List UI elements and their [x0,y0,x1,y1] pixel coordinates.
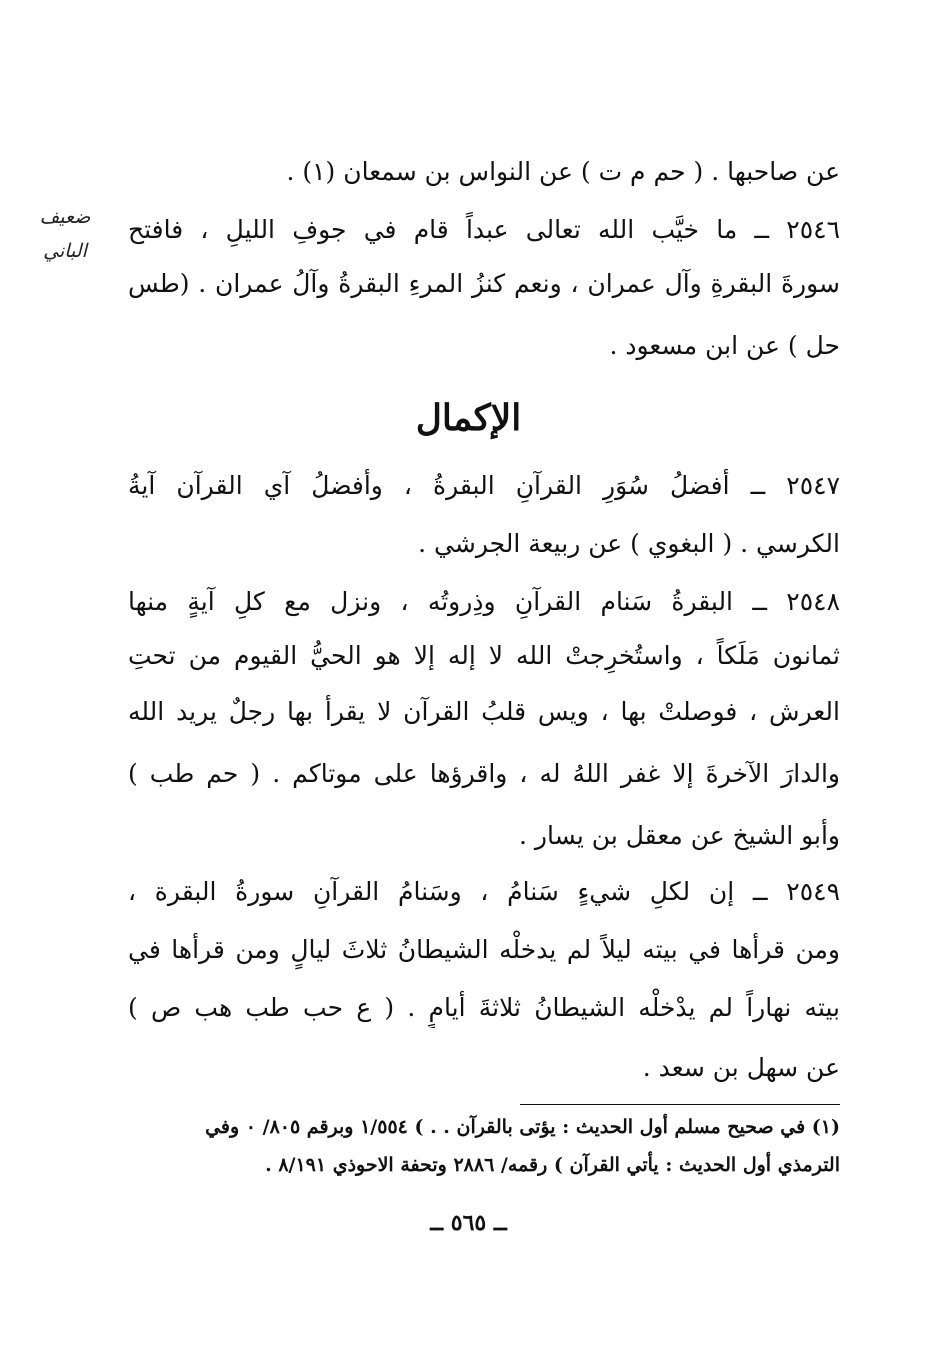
text-line: وأبو الشيخ عن معقل بن يسار . [519,821,840,850]
text-line: العرش ، فوصلتْ بها ، ويس قلبُ القرآن لا يقرأ بها رجلٌ يريد الله [128,697,840,726]
text-line: ٢٥٤٨ ــ البقرةُ سَنام القرآنِ وذِروتُه ، ونزل مع كلِ آيةٍ منها [128,587,840,616]
text-line: ٢٥٤٦ ــ ما خيَّب الله تعالى عبداً قام في جوفِ الليلِ ، فافتح [128,215,840,244]
text-line: عن سهل بن سعد . [642,1053,840,1082]
text-line: والدارَ الآخرةَ إلا غفر اللهُ له ، واقرؤها على موتاكم . ( حم طب ) [128,759,840,788]
footnote-separator [520,1104,840,1105]
handwritten-margin-note [20,200,110,268]
margin-note-line: الباني [43,240,87,262]
text-line: سورةَ البقرةِ وآل عمران ، ونعم كنزُ المرءِ البقرةُ وآلُ عمران . (طس [128,269,840,298]
page-number: ــ ٥٦٥ ــ [430,1210,507,1236]
text-line: الكرسي . ( البغوي ) عن ربيعة الجرشي . [418,529,840,558]
footnote-line: الترمذي أول الحديث : يأتي القرآن ) رقمه/ ٢٨٨٦ وتحفة الاحوذي ٨/١٩١ . [265,1154,840,1176]
text-line: بيته نهاراً لم يدْخلْه الشيطانُ ثلاثةَ أيامٍ . ( ع حب طب هب ص ) [128,993,840,1022]
margin-note-line: ضعيف [39,206,91,228]
section-heading: الإكمال [415,397,522,439]
text-line: ٢٥٤٧ ــ أفضلُ سُوَرِ القرآنِ البقرةُ ، وأفضلُ آي القرآن آيةُ [128,471,840,500]
text-line: ٢٥٤٩ ــ إن لكلِ شيءٍ سَنامُ ، وسَنامُ القرآنِ سورةُ البقرة ، [128,877,840,906]
text-line: عن صاحبها . ( حم م ت ) عن النواس بن سمعان (١) . [286,157,840,186]
text-line: ومن قرأها في بيته ليلاً لم يدخلْه الشيطانُ ثلاثَ ليالٍ ومن قرأها في [128,935,840,964]
text-line: ثمانون مَلَكاً ، واستُخرِجتْ الله لا إله إلا هو الحيُّ القيوم من تحتِ [128,641,840,670]
footnote-line: (١) في صحيح مسلم أول الحديث : يؤتى بالقرآن . . ) ١/٥٥٤ وبرقم ٨٠٥/ ٠ وفي [205,1116,840,1138]
text-line: حل ) عن ابن مسعود . [609,331,840,360]
main-text-bottom [128,0,840,1100]
